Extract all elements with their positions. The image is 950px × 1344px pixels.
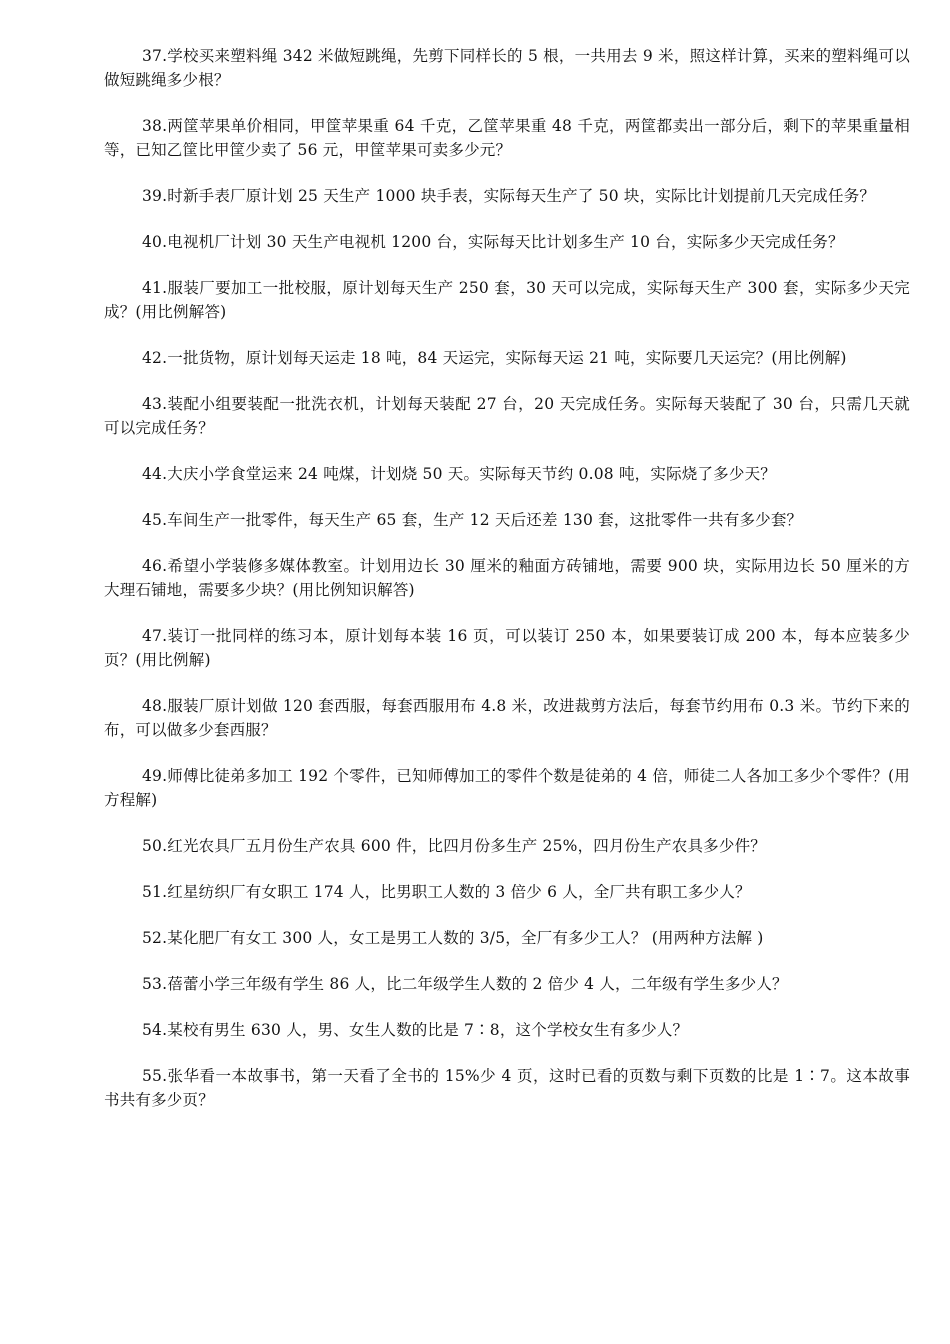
problem-38: 38.两筐苹果单价相同，甲筐苹果重 64 千克，乙筐苹果重 48 千克，两筐都卖出一部分后，剩下的苹果重量相等，已知乙筐比甲筐少卖了 56 元，甲筐苹果可卖多少元？ [104,117,910,159]
problem-53: 53.蓓蕾小学三年级有学生 86 人，比二年级学生人数的 2 倍少 4 人，二年级有学生多少人？ [142,975,788,993]
problem-40: 40.电视机厂计划 30 天生产电视机 1200 台，实际每天比计划多生产 10 台，实际多少天完成任务？ [142,233,844,251]
problem-39: 39.时新手表厂原计划 25 天生产 1000 块手表，实际每天生产了 50 块，实际比计划提前几天完成任务？ [142,187,876,205]
problem-42: 42.一批货物，原计划每天运走 18 吨，84 天运完，实际每天运 21 吨，实际要几天运完？(用比例解) [142,349,847,367]
problem-48: 48.服装厂原计划做 120 套西服，每套西服用布 4.8 米，改进裁剪方法后，每套节约用布 0.3 米。节约下来的布，可以做多少套西服？ [104,697,910,739]
problem-45: 45.车间生产一批零件，每天生产 65 套，生产 12 天后还差 130 套，这批零件一共有多少套？ [142,511,803,529]
problem-43: 43.装配小组要装配一批洗衣机，计划每天装配 27 台，20 天完成任务。实际每天装配了 30 台，只需几天就可以完成任务？ [104,395,910,437]
problem-41: 41.服装厂要加工一批校服，原计划每天生产 250 套，30 天可以完成，实际每天生产 300 套，实际多少天完成？(用比例解答) [104,279,910,321]
problem-47: 47.装订一批同样的练习本，原计划每本装 16 页，可以装订 250 本，如果要装订成 200 本，每本应装多少页？(用比例解) [104,627,910,669]
problem-55: 55.张华看一本故事书，第一天看了全书的 15%少 4 页，这时已看的页数与剩下页数的比是 1∶7。这本故事书共有多少页？ [104,1067,910,1109]
problem-37: 37.学校买来塑料绳 342 米做短跳绳，先剪下同样长的 5 根，一共用去 9 米，照这样计算，买来的塑料绳可以做短跳绳多少根？ [104,47,910,89]
problem-52: 52.某化肥厂有女工 300 人，女工是男工人数的 3/5，全厂有多少工人？ (用两种方法解 ) [142,929,764,947]
problem-44: 44.大庆小学食堂运来 24 吨煤，计划烧 50 天。实际每天节约 0.08 吨，实际烧了多少天？ [142,465,776,483]
problem-list [104,44,910,1134]
problem-49: 49.师傅比徒弟多加工 192 个零件，已知师傅加工的零件个数是徒弟的 4 倍，师徒二人各加工多少个零件？(用方程解) [104,767,910,809]
problem-51: 51.红星纺织厂有女职工 174 人，比男职工人数的 3 倍少 6 人，全厂共有职工多少人？ [142,883,751,901]
problem-54: 54.某校有男生 630 人，男、女生人数的比是 7∶8，这个学校女生有多少人？ [142,1021,689,1039]
problem-50: 50.红光农具厂五月份生产农具 600 件，比四月份多生产 25%，四月份生产农具多少件？ [142,837,766,855]
problem-46: 46.希望小学装修多媒体教室。计划用边长 30 厘米的釉面方砖铺地，需要 900 块，实际用边长 50 厘米的方大理石铺地，需要多少块？(用比例知识解答) [104,557,910,599]
